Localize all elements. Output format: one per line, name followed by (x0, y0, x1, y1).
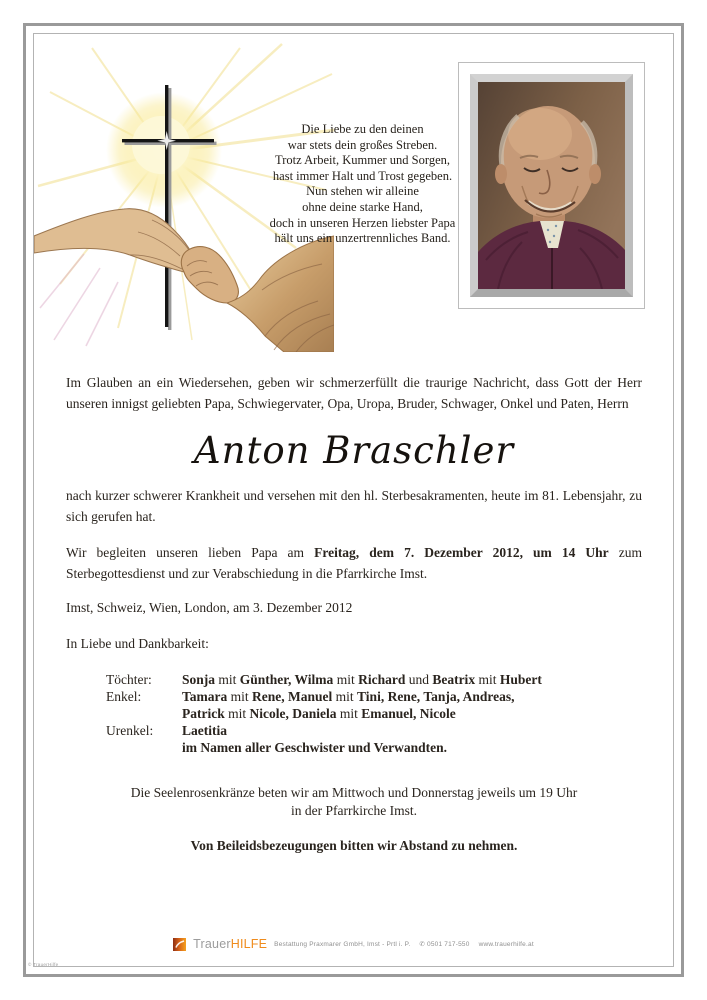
portrait-photo (458, 62, 645, 309)
poem-line: Trotz Arbeit, Kummer und Sorgen, (275, 153, 450, 168)
funeral-home-address: Bestattung Praxmarer GmbH, Imst - Prtl i. P. (274, 940, 411, 948)
portrait-of-deceased (478, 82, 625, 289)
family-role-label: Urenkel: (106, 723, 154, 738)
deceased-name: Anton Braschler (193, 429, 515, 472)
announcement-text: Im Glauben an ein Wiedersehen, geben wir schmerzerfüllt die traurige Nachricht, dass Gott der Herr unseren innigst geliebten Papa, Schwiegervater, Opa, Uropa, Bruder, Schwager, Onkel und Paten, Herrn (66, 375, 642, 411)
memorial-poem (245, 122, 480, 247)
poem-line: Die Liebe zu den deinen (301, 122, 424, 136)
poem-line: ohne deine starke Hand, (302, 199, 423, 214)
print-copyright: © TrauerHilfe (28, 962, 59, 967)
dateline: Imst, Schweiz, Wien, London, am 3. Dezember 2012 (66, 600, 353, 615)
family-names: Laetitia (182, 723, 227, 738)
family-row (66, 688, 642, 722)
poem-line: doch in unseren Herzen liebster Papa (269, 215, 456, 230)
family-row (66, 722, 642, 756)
family-list (66, 671, 642, 756)
mourners-heading: In Liebe und Dankbarkeit: (66, 636, 209, 651)
family-role-label: Enkel: (106, 689, 142, 704)
family-names: im Namen aller Geschwister und Verwandten. (182, 740, 448, 755)
rosary-info (66, 784, 642, 819)
trauerhilfe-logo-icon (173, 938, 186, 951)
poem-line: hält uns ein unzertrennliches Band. (274, 231, 451, 246)
rosary-line: in der Pfarrkirche Imst. (291, 802, 417, 818)
poem-line: Nun stehen wir alleine (306, 184, 419, 199)
family-names: Tamara mit Rene, Manuel mit Tini, Rene, Tanja, Andreas, (182, 689, 515, 704)
death-notice: nach kurzer schwerer Krankheit und versehen mit den hl. Sterbesakramenten, heute im 81. Lebensjahr, zu sich gerufen hat. (66, 488, 642, 524)
funeral-home-website: www.trauerhilfe.at (478, 940, 534, 948)
main-text (66, 372, 642, 856)
family-names: Patrick mit Nicole, Daniela mit Emanuel, Nicole (182, 706, 456, 721)
rosary-line: Die Seelenrosenkränze beten wir am Mittwoch und Donnerstag jeweils um 19 Uhr (130, 785, 578, 800)
funeral-home-name: TrauerHILFE (193, 937, 268, 951)
family-role-label: Töchter: (106, 672, 152, 687)
funeral-info: Wir begleiten unseren lieben Papa am Freitag, dem 7. Dezember 2012, um 14 Uhr zum Sterbegottesdienst und zur Verabschiedung in die Pfarrkirche Imst. (66, 545, 642, 581)
photo-frame (470, 74, 633, 297)
funeral-home-footer (0, 933, 707, 955)
poem-line: war stets dein großes Streben. (287, 137, 438, 152)
condolence-note: Von Beileidsbezeugungen bitten wir Abstand zu nehmen. (190, 838, 518, 853)
family-row (66, 671, 642, 688)
funeral-home-phone: ✆ 0501 717-550 (419, 941, 470, 948)
poem-line: hast immer Halt und Trost gegeben. (272, 168, 453, 183)
family-names: Sonja mit Günther, Wilma mit Richard und Beatrix mit Hubert (182, 672, 542, 687)
